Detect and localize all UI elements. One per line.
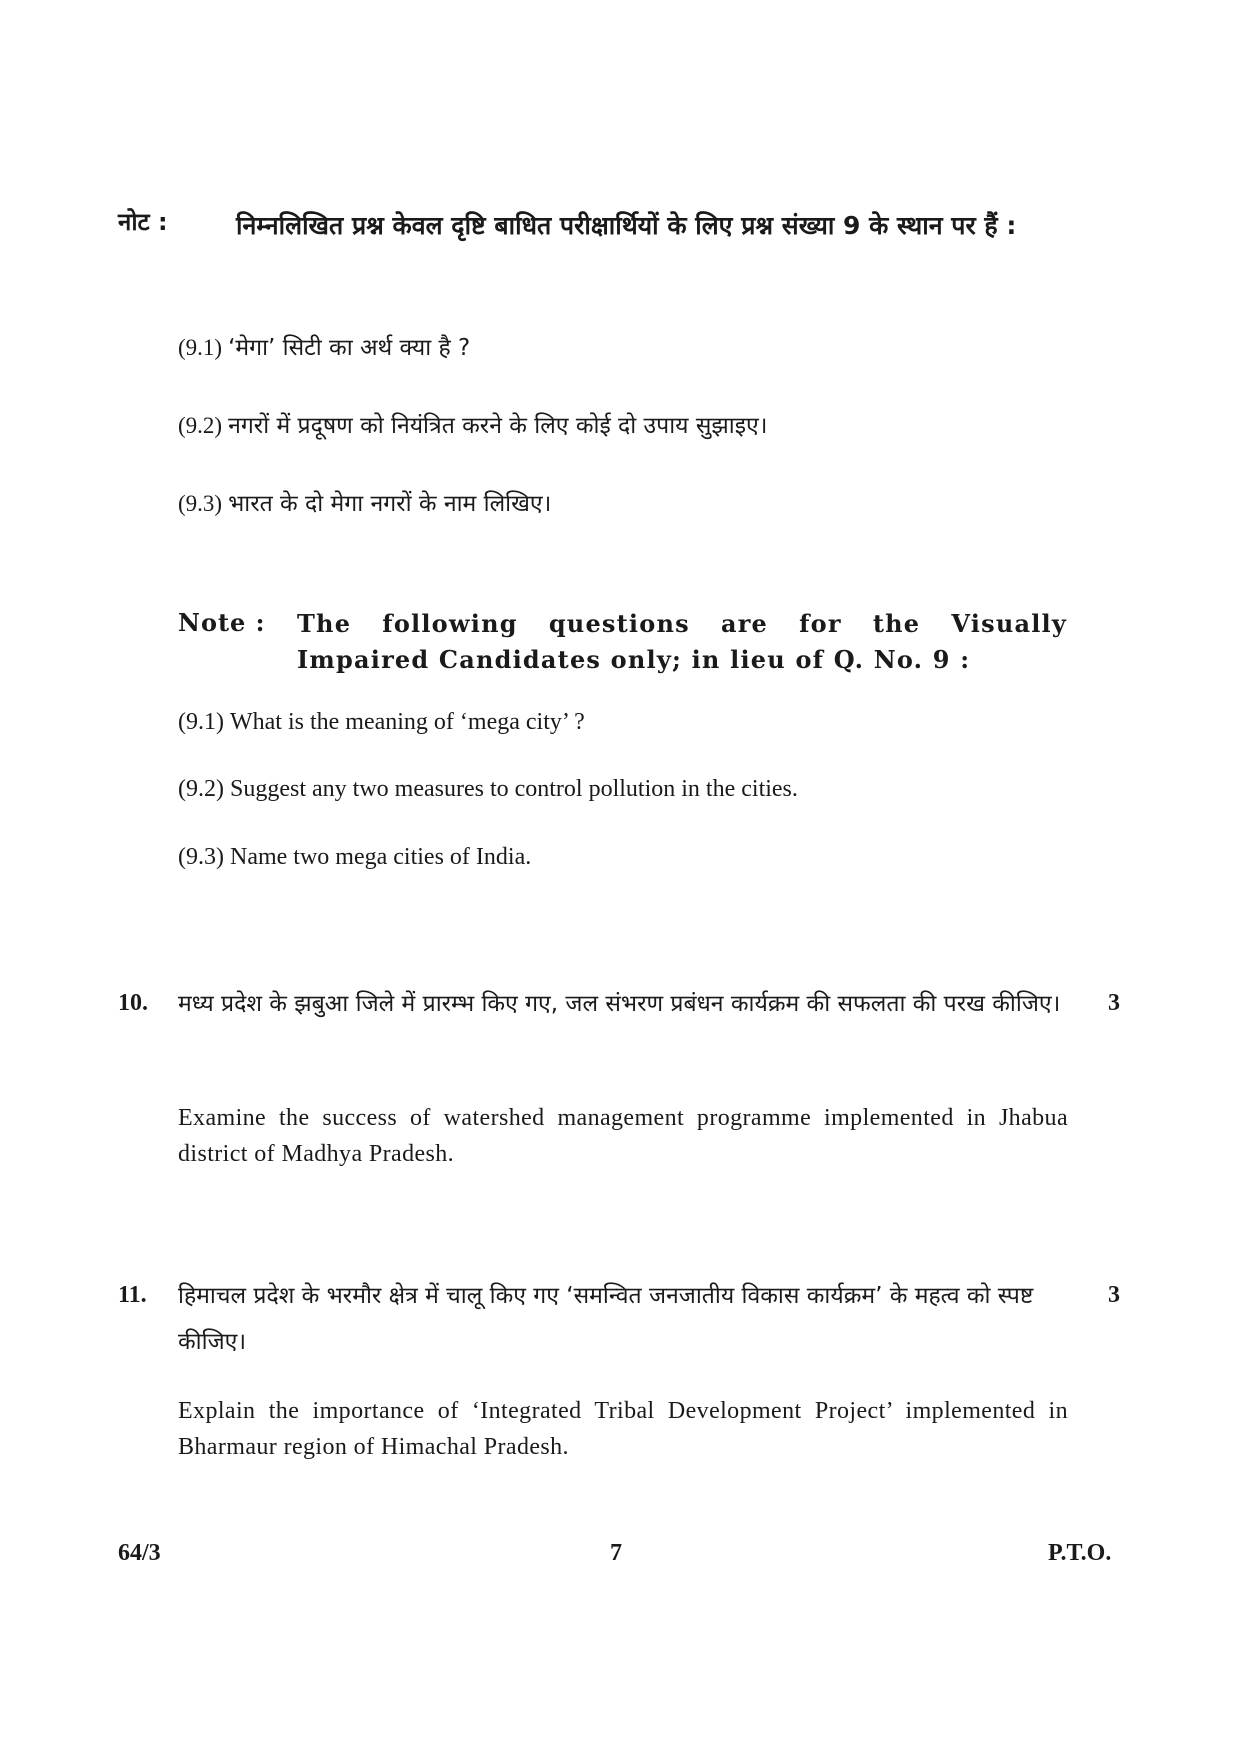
subquestion-text: Suggest any two measures to control pollution in the cities. [229,776,798,802]
subquestion-english-9-3 [178,844,531,871]
note-label-english: Note : [178,608,266,637]
question-10-text-hindi: मध्य प्रदेश के झबुआ जिले में प्रारम्भ किए गए, जल संभरण प्रबंधन कार्यक्रम की सफलता की परख कीजिए। [178,991,1061,1017]
question-10-text-english: Examine the success of watershed management programme implemented in Jhabua district of Madhya Pradesh. [178,1105,1068,1167]
subquestion-text: What is the meaning of ‘mega city’ ? [229,709,585,735]
subquestion-text: ‘मेगा’ सिटी का अर्थ क्या है ? [228,335,471,361]
question-11-marks: 3 [1108,1282,1120,1308]
subquestion-text: नगरों में प्रदूषण को नियंत्रित करने के लिए कोई दो उपाय सुझाइए। [228,413,768,439]
subquestion-english-9-2 [178,776,798,803]
paper-code: 64/3 [118,1540,161,1566]
subquestion-text: Name two mega cities of India. [229,844,532,870]
subquestion-number: (9.2) [178,776,224,802]
question-10-marks: 3 [1108,990,1120,1016]
subquestion-hindi-9-2 [178,408,767,440]
subquestion-hindi-9-1 [178,330,470,362]
note-text-hindi: निम्नलिखित प्रश्न केवल दृष्टि बाधित परीक्षार्थियों के लिए प्रश्न संख्या 9 के स्थान पर हैं : [236,211,1017,240]
question-number-11: 11. [118,1282,147,1308]
question-number-10: 10. [118,990,148,1016]
subquestion-number: (9.2) [178,413,223,438]
subquestion-text: भारत के दो मेगा नगरों के नाम लिखिए। [228,491,552,517]
subquestion-number: (9.3) [178,491,223,516]
note-label-hindi: नोट : [118,208,168,236]
subquestion-number: (9.1) [178,709,224,735]
page-number: 7 [610,1540,622,1566]
please-turn-over: P.T.O. [1048,1540,1112,1566]
subquestion-number: (9.1) [178,335,223,360]
subquestion-hindi-9-3 [178,486,551,518]
note-text-english: The following questions are for the Visually Impaired Candidates only; in lieu of Q. No. 9 : [297,609,1067,674]
subquestion-english-9-1 [178,709,585,736]
subquestion-number: (9.3) [178,844,224,870]
question-11-text-hindi: हिमाचल प्रदेश के भरमौर क्षेत्र में चालू किए गए ‘समन्वित जनजातीय विकास कार्यक्रम’ के महत्व को स्पष्ट कीजिए। [178,1283,1034,1355]
question-11-text-english: Explain the importance of ‘Integrated Tribal Development Project’ implemented in Bharmaur region of Himachal Pradesh. [178,1398,1068,1460]
